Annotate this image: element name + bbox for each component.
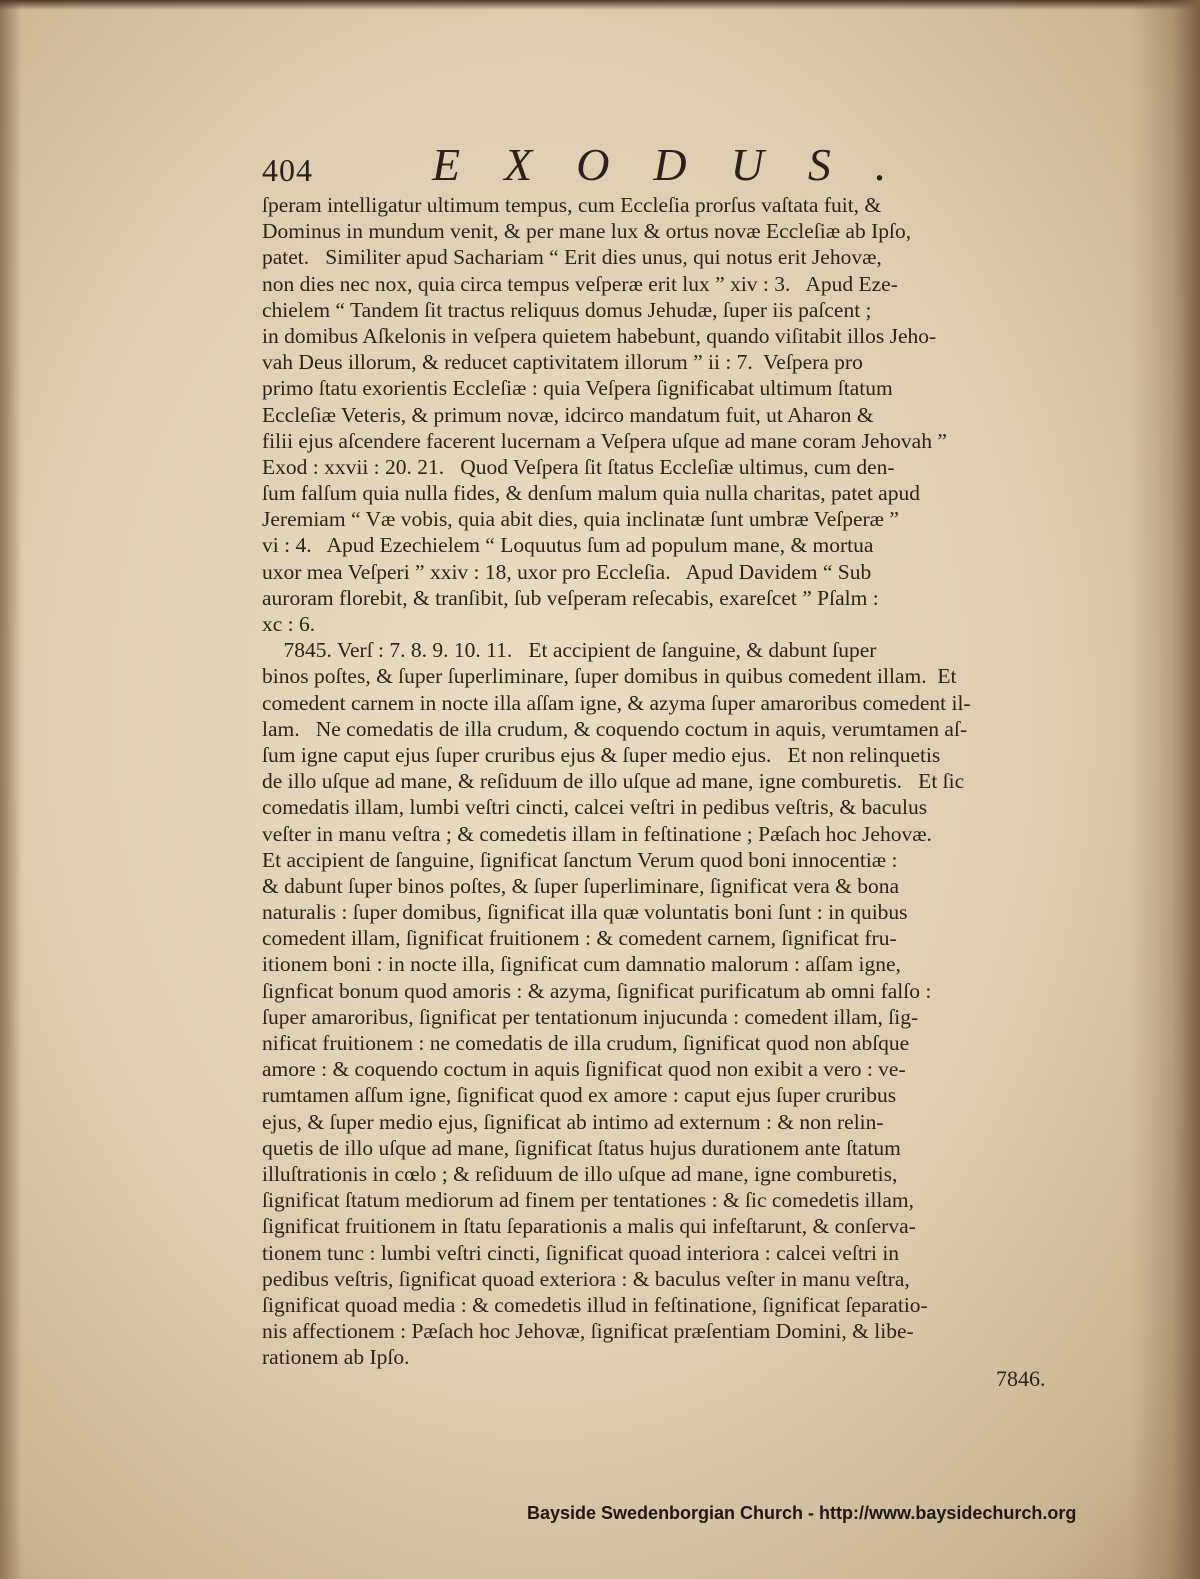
text-line: binos poſtes, & ſuper ſuperliminare, ſuper domibus in quibus comedent illam. Et (262, 664, 957, 689)
text-line: xc : 6. (262, 612, 316, 636)
text-line: patet. Similiter apud Sachariam “ Erit dies unus, qui notus erit Jehovæ, (262, 245, 882, 270)
text-line: uxor mea Veſperi ” xxiv : 18, uxor pro Eccleſia. Apud Davidem “ Sub (262, 559, 872, 584)
catchword: 7846. (996, 1366, 1046, 1391)
text-line: de illo uſque ad mane, & reſiduum de illo uſque ad mane, igne comburetis. Et ſic (262, 769, 965, 794)
text-line: ſuper amaroribus, ſignificat per tentationum injucunda : comedent illam, ſig- (262, 1004, 919, 1029)
text-line: filii ejus aſcendere facerent lucernam a Veſpera uſque ad mane coram Jehovah ” (262, 428, 947, 453)
watermark: Bayside Swedenborgian Church - http://www.baysidechurch.org (527, 1503, 1077, 1523)
text-line: vah Deus illorum, & reducet captivitatem illorum ” ii : 7. Veſpera pro (262, 350, 863, 375)
text-line: rationem ab Ipſo. (262, 1345, 410, 1370)
text-line: amore : & coquendo coctum in aquis ſignificat quod non exibit a vero : ve- (262, 1057, 906, 1082)
text-line: rumtamen aſſum igne, ſignificat quod ex amore : caput ejus ſuper cruribus (262, 1083, 897, 1108)
running-title: EXODUS. (432, 139, 931, 190)
text-line: tionem tunc : lumbi veſtri cincti, ſignificat quoad interiora : calcei veſtri in (262, 1240, 900, 1265)
text-line: itionem boni : in nocte illa, ſignificat cum damnatio malorum : aſſam igne, (262, 952, 901, 977)
text-line: quetis de illo uſque ad mane, ſignificat ſtatus hujus durationem ante ſtatum (262, 1135, 901, 1160)
text-line: lam. Ne comedatis de illa crudum, & coquendo coctum in aquis, verumtamen aſ- (262, 716, 968, 741)
text-line: ſperam intelligatur ultimum tempus, cum Eccleſia prorſus vaſtata fuit, & (262, 193, 882, 217)
text-line: 7845. Verſ : 7. 8. 9. 10. 11. Et accipient de ſanguine, & dabunt ſuper (262, 638, 877, 663)
text-line: comedatis illam, lumbi veſtri cincti, calcei veſtri in pedibus veſtris, & baculus (262, 795, 928, 820)
text-line: non dies nec nox, quia circa tempus veſperæ erit lux ” xiv : 3. Apud Eze- (262, 271, 898, 296)
text-line: ejus, & ſuper medio ejus, ſignificat ab intimo ad externum : & non relin- (262, 1109, 884, 1134)
text-line: ſignificat fruitionem in ſtatu ſeparationis a malis qui infeſtarunt, & conſerva- (262, 1214, 916, 1239)
text-line: in domibus Aſkelonis in veſpera quietem habebunt, quando viſitabit illos Jeho- (262, 323, 937, 348)
text-line: chielem “ Tandem ſit tractus reliquus domus Jehudæ, ſuper iis paſcent ; (262, 297, 872, 322)
page-header (262, 138, 962, 194)
text-line: ſum igne caput ejus ſuper cruribus ejus & ſuper medio ejus. Et non relinquetis (262, 742, 941, 767)
text-line: veſter in manu veſtra ; & comedetis illam in feſtinatione ; Pæſach hoc Jehovæ. (262, 821, 932, 846)
text-line: Dominus in mundum venit, & per mane lux & ortus novæ Eccleſiæ ab Ipſo, (262, 219, 912, 244)
text-line: nificat fruitionem : ne comedatis de illa crudum, ſignificat quod non abſque (262, 1031, 910, 1055)
text-line: & dabunt ſuper binos poſtes, & ſuper ſuperliminare, ſignificat vera & bona (262, 873, 900, 898)
text-line: comedent illam, ſignificat fruitionem : & comedent carnem, ſignificat fru- (262, 926, 897, 951)
text-line: primo ſtatu exorientis Eccleſiæ : quia Veſpera ſignificabat ultimum ſtatum (262, 376, 893, 401)
text-line: nis affectionem : Pæſach hoc Jehovæ, ſignificat præſentiam Domini, & libe- (262, 1319, 914, 1344)
text-line: Jeremiam “ Væ vobis, quia abit dies, quia inclinatæ ſunt umbræ Veſperæ ” (262, 507, 899, 532)
text-line: pedibus veſtris, ſignificat quoad exteriora : & baculus veſter in manu veſtra, (262, 1266, 910, 1291)
text-line: ſum falſum quia nulla fides, & denſum malum quia nulla charitas, patet apud (262, 481, 920, 506)
text-line: ſignficat bonum quod amoris : & azyma, ſignificat purificatum ab omni falſo : (262, 978, 932, 1003)
text-line: comedent carnem in nocte illa aſſam igne, & azyma ſuper amaroribus comedent il- (262, 690, 971, 715)
page-top-edge (0, 0, 1200, 10)
text-line: naturalis : ſuper domibus, ſignificat illa quæ voluntatis boni ſunt : in quibus (262, 900, 908, 925)
text-line: ſignificat ſtatum mediorum ad finem per tentationes : & ſic comedetis illam, (262, 1188, 914, 1213)
body-text (262, 192, 1057, 1370)
text-line: vi : 4. Apud Ezechielem “ Loquutus ſum ad populum mane, & mortua (262, 533, 874, 558)
text-line: auroram florebit, & tranſibit, ſub veſperam reſecabis, exareſcet ” Pſalm : (262, 585, 879, 610)
text-line: Eccleſiæ Veteris, & primum novæ, idcirco mandatum fuit, ut Aharon & (262, 402, 874, 427)
text-line: ſignificat quoad media : & comedetis illud in feſtinatione, ſignificat ſeparatio- (262, 1292, 928, 1317)
text-line: Exod : xxvii : 20. 21. Quod Veſpera ſit ſtatus Eccleſiæ ultimus, cum den- (262, 454, 895, 479)
text-line: illuſtrationis in cœlo ; & reſiduum de illo uſque ad mane, igne comburetis, (262, 1161, 898, 1186)
page-number: 404 (262, 152, 313, 188)
text-line: Et accipient de ſanguine, ſignificat ſanctum Verum quod boni innocentiæ : (262, 847, 898, 872)
